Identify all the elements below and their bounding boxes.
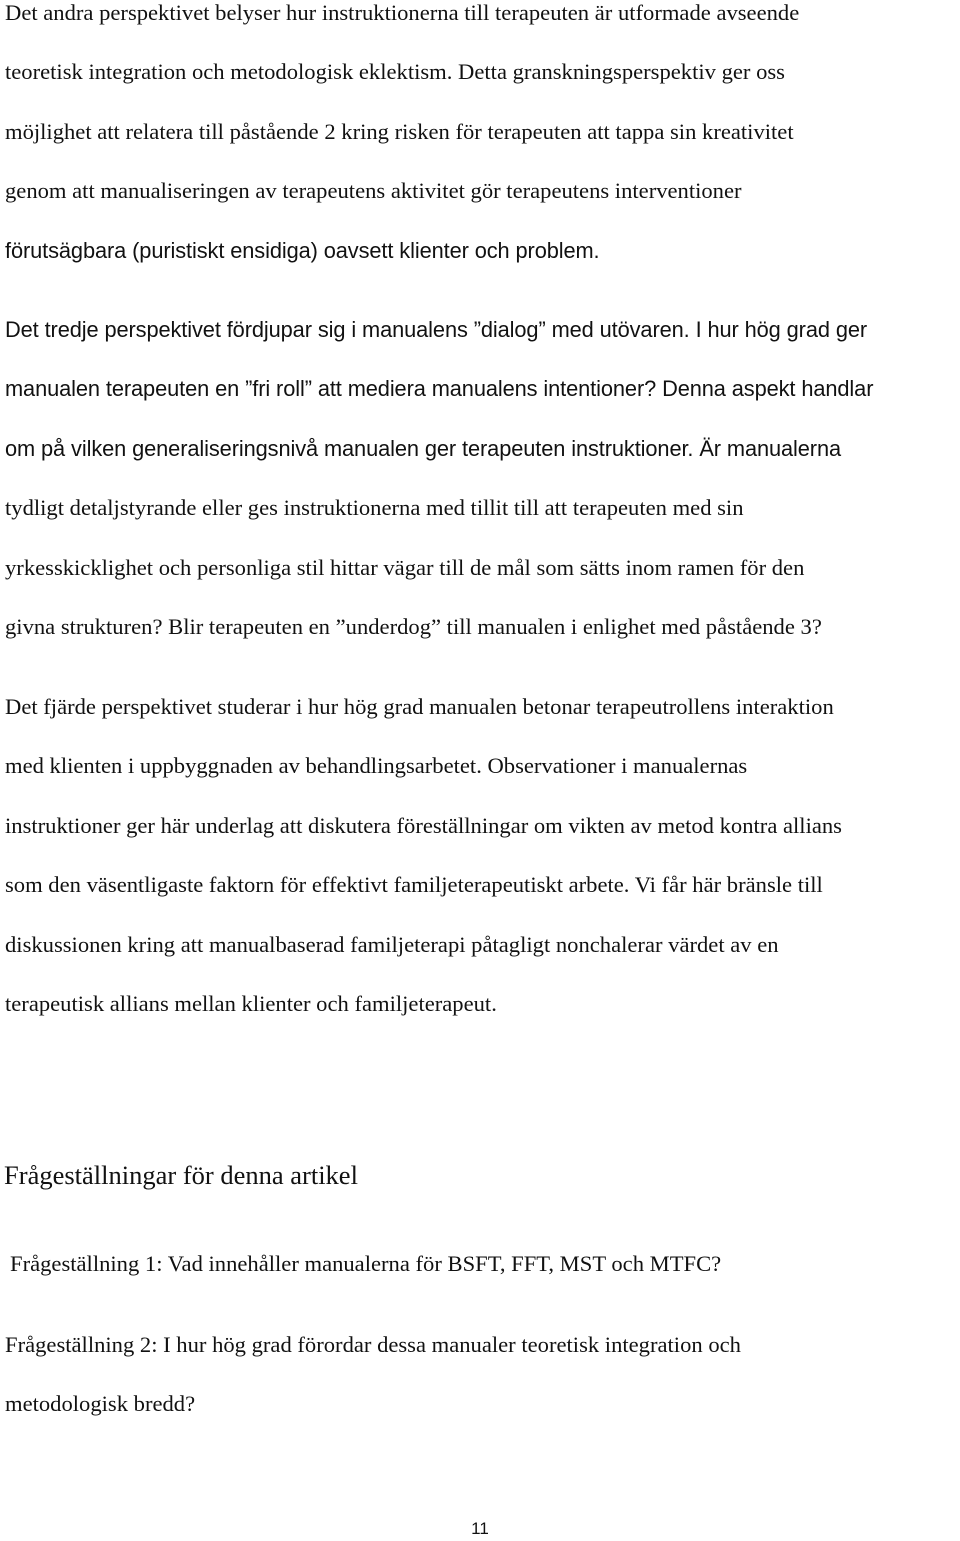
text-line: om på vilken generaliseringsnivå manualen ger terapeuten instruktioner. Är manualerna [5,435,842,461]
research-question-2 [0,1315,741,1434]
text-line: manualen terapeuten en ”fri roll” att mediera manualens intentioner? Denna aspekt handlar [5,376,874,402]
text-line: yrkesskicklighet och personliga stil hittar vägar till de mål som sätts inom ramen för den [5,554,805,580]
section-heading: Frågeställningar för denna artikel [4,1160,358,1190]
text-line: Det andra perspektivet belyser hur instruktionerna till terapeuten är utformade avseende [5,0,800,25]
text-line: Det tredje perspektivet fördjupar sig i manualens ”dialog” med utövaren. I hur hög grad ger [5,317,868,342]
text-line: metodologisk bredd? [5,1391,196,1417]
paragraph-second-perspective [0,0,799,280]
text-line: Det fjärde perspektivet studerar i hur hög grad manualen betonar terapeutrollens interaktion [5,694,834,719]
text-line: terapeutisk allians mellan klienter och familjeterapeut. [5,990,497,1016]
text-line: Frågeställning 1: Vad innehåller manualerna för BSFT, FFT, MST och MTFC? [10,1251,722,1276]
research-question-1 [5,1234,721,1293]
text-line: givna strukturen? Blir terapeuten en ”underdog” till manualen i enlighet med påstående 3? [5,613,822,639]
text-line: som den väsentligaste faktorn för effektivt familjeterapeutiskt arbete. Vi får här bränsle till [5,872,823,898]
text-line: förutsägbara (puristiskt ensidiga) oavsett klienter och problem. [5,237,600,263]
paragraph-third-perspective [0,300,873,656]
page-number: 11 [471,1519,489,1538]
text-line: teoretisk integration och metodologisk eklektism. Detta granskningsperspektiv ger oss [5,59,785,85]
paragraph-fourth-perspective [0,677,842,1033]
text-line: med klienten i uppbyggnaden av behandlingsarbetet. Observationer i manualernas [5,753,748,779]
text-line: instruktioner ger här underlag att diskutera föreställningar om vikten av metod kontra allians [5,812,842,838]
text-line: Frågeställning 2: I hur hög grad förordar dessa manualer teoretisk integration och [5,1332,741,1357]
text-line: möjlighet att relatera till påstående 2 kring risken för terapeuten att tappa sin kreativitet [5,118,794,144]
text-line: tydligt detaljstyrande eller ges instruktionerna med tillit till att terapeuten med sin [5,495,744,521]
text-line: genom att manualiseringen av terapeutens aktivitet gör terapeutens interventioner [5,178,742,204]
text-line: diskussionen kring att manualbaserad familjeterapi påtagligt nonchalerar värdet av en [5,931,779,957]
